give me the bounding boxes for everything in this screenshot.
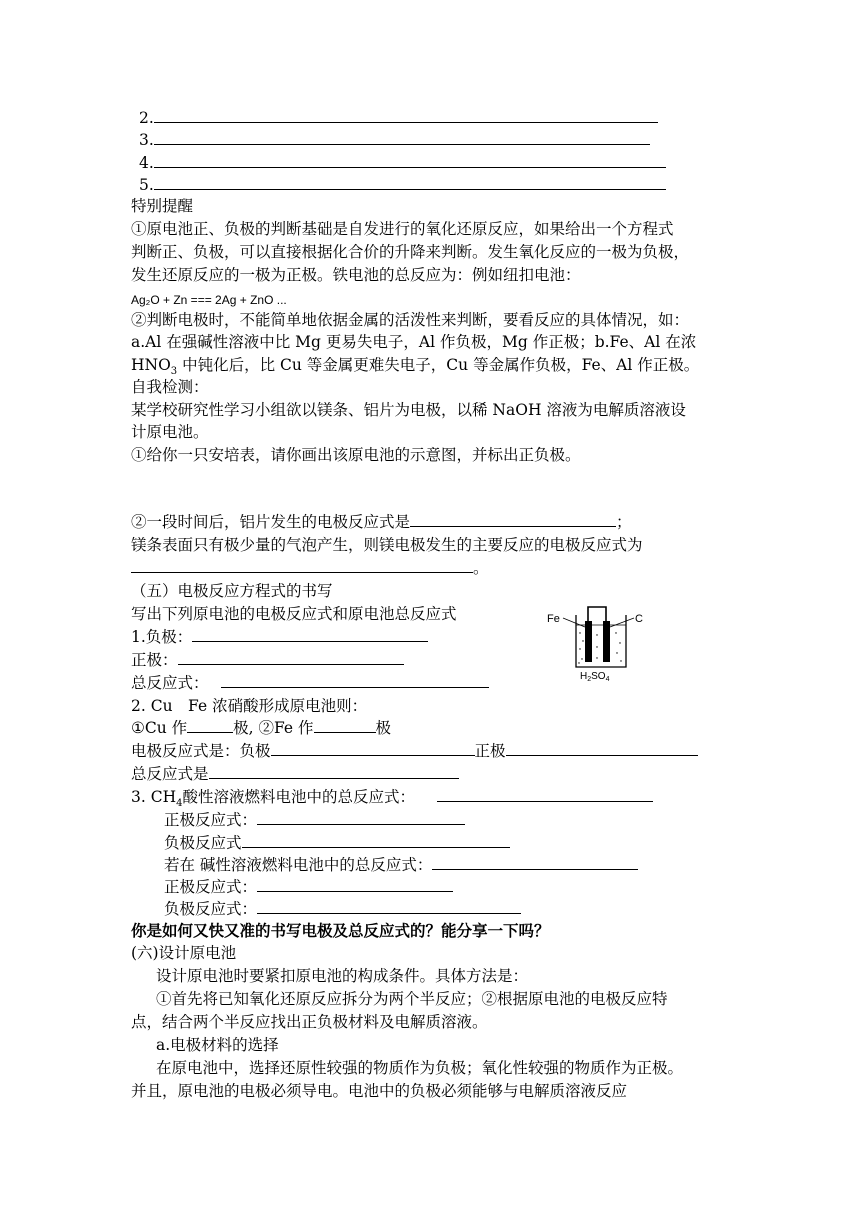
item2-total bbox=[131, 763, 459, 785]
answer-underline bbox=[432, 854, 638, 870]
answer-underline bbox=[410, 511, 616, 527]
text-run: 若在 碱性溶液燃料电池中的总反应式： bbox=[164, 856, 433, 874]
formula-ch4: 3. CH bbox=[131, 788, 177, 806]
blank-number: 5. bbox=[139, 176, 154, 194]
text-run: ②一段时间后，铝片发生的电极反应式是 bbox=[131, 513, 411, 531]
blank-line-5 bbox=[139, 174, 666, 196]
answer-underline bbox=[221, 672, 489, 688]
discussion-question: 你是如何又快又准的书写电极及总反应式的？能分享一下吗？ bbox=[131, 921, 550, 940]
answer-underline bbox=[192, 626, 428, 642]
item3-positive bbox=[164, 809, 465, 831]
answer-underline bbox=[131, 557, 473, 573]
carbon-electrode bbox=[603, 621, 610, 662]
text-run: ； bbox=[616, 513, 632, 531]
c-label-leader bbox=[610, 618, 634, 627]
answer-underline bbox=[154, 129, 650, 145]
section-6-paragraph-2-line-1: ①首先将已知氧化还原反应拆分为两个半反应；②根据原电池的电极反应特 bbox=[156, 990, 668, 1008]
electrolyte-label: $H_2SO_4$ bbox=[580, 671, 610, 681]
text-run: 电极反应式是：负极 bbox=[131, 742, 271, 760]
text-run: 正极反应式： bbox=[164, 878, 258, 896]
item3-alkaline-total bbox=[164, 854, 638, 876]
text-run: 中钝化后，比 Cu 等金属更难失电子，Cu 等金属作负极，Fe、Al 作正极。 bbox=[177, 356, 700, 374]
text-run: 负极反应式 bbox=[164, 834, 242, 852]
galvanic-cell-diagram bbox=[540, 603, 652, 681]
answer-underline bbox=[178, 649, 404, 665]
answer-underline bbox=[314, 717, 376, 733]
tips-paragraph-1-line-2: 判断正、负极，可以直接根据化合价的升降来判断。发生氧化反应的一极为负极， bbox=[131, 243, 690, 261]
blank-line-2 bbox=[139, 107, 658, 129]
selfcheck-item-1: ①给你一只安培表，请你画出该原电池的示意图，并标出正负极。 bbox=[131, 446, 581, 464]
text-run: 正极 bbox=[474, 742, 506, 760]
text-run: 正极： bbox=[131, 651, 178, 669]
text-run: 总反应式： bbox=[131, 674, 209, 692]
tips-paragraph-2-line-1: ②判断电极时，不能简单地依据金属的活泼性来判断，要看反应的具体情况，如： bbox=[131, 311, 690, 329]
text-run: 总反应式是 bbox=[131, 765, 209, 783]
answer-underline bbox=[154, 152, 666, 168]
section-5-intro: 写出下列原电池的电极反应式和原电池总反应式 bbox=[131, 605, 457, 623]
text-run: 负极反应式： bbox=[164, 900, 258, 918]
answer-underline bbox=[257, 876, 453, 892]
answer-underline bbox=[437, 786, 653, 802]
item3-alkaline-positive bbox=[164, 876, 453, 898]
subscript: 3 bbox=[170, 366, 178, 378]
answer-underline bbox=[154, 174, 666, 190]
section-6-paragraph-3-line-2: 并且，原电池的电极必须导电。电池中的负极必须能够与电解质溶液反应 bbox=[131, 1082, 628, 1100]
answer-underline bbox=[257, 809, 465, 825]
text-run: 。 bbox=[473, 559, 489, 577]
item1-total bbox=[131, 672, 489, 694]
wire bbox=[588, 607, 606, 623]
answer-underline bbox=[271, 740, 475, 756]
selfcheck-question-line-1: 某学校研究性学习小组欲以镁条、铝片为电极，以稀 NaOH 溶液为电解质溶液设 bbox=[131, 401, 686, 419]
item3-alkaline-negative bbox=[164, 898, 521, 920]
selfcheck-item-2 bbox=[131, 511, 632, 533]
reaction-equation: Ag₂O + Zn === 2Ag + ZnO ... bbox=[131, 293, 287, 307]
text-run: 1.负极： bbox=[131, 628, 193, 646]
section-6-paragraph-2-line-2: 点，结合两个半反应找出正负极材料及电解质溶液。 bbox=[131, 1013, 488, 1031]
blank-line-4 bbox=[139, 152, 666, 174]
tips-paragraph-1-line-1: ①原电池正、负极的判断基础是自发进行的氧化还原反应，如果给出一个方程式 bbox=[131, 220, 674, 238]
item2-roles bbox=[131, 717, 391, 739]
text-run: ①Cu 作 bbox=[131, 719, 188, 737]
item2-title: 2. Cu Fe 浓硝酸形成原电池则： bbox=[131, 697, 368, 715]
selfcheck-item-3: 镁条表面只有极少量的气泡产生，则镁电极发生的主要反应的电极反应式为 bbox=[131, 536, 643, 554]
item1-negative bbox=[131, 626, 428, 648]
tips-paragraph-2-line-2: a.Al 在强碱性溶液中比 Mg 更易失电子，Al 作负极，Mg 作正极；b.Fe、Al 在浓 bbox=[131, 333, 697, 351]
fe-label-leader bbox=[563, 618, 585, 627]
fe-label: Fe bbox=[547, 613, 560, 625]
c-label: C bbox=[635, 613, 643, 625]
section-6-paragraph-3-line-1: 在原电池中，选择还原性较强的物质作为负极；氧化性较强的物质作为正极。 bbox=[156, 1059, 684, 1077]
item3-negative bbox=[164, 832, 510, 854]
answer-underline bbox=[187, 717, 233, 733]
section-6-title: (六)设计原电池 bbox=[131, 944, 237, 962]
item1-positive bbox=[131, 649, 404, 671]
selfcheck-question-line-2: 计原电池。 bbox=[131, 423, 209, 441]
text-run: 酸性溶液燃料电池中的总反应式： bbox=[182, 788, 415, 806]
answer-underline bbox=[242, 832, 510, 848]
blank-number: 2. bbox=[139, 109, 154, 127]
text-run: 极, ②Fe 作 bbox=[233, 719, 314, 737]
selfcheck-item-3-answer bbox=[131, 557, 489, 579]
section-6-paragraph-1: 设计原电池时要紧扣原电池的构成条件。具体方法是： bbox=[156, 967, 529, 985]
blank-line-3 bbox=[139, 129, 650, 151]
section-5-title: （五）电极反应方程式的书写 bbox=[131, 582, 333, 600]
item2-electrode-equations bbox=[131, 740, 698, 762]
answer-underline bbox=[506, 740, 698, 756]
subscript: 4 bbox=[176, 798, 183, 810]
answer-underline bbox=[257, 898, 521, 914]
electrode-selection-heading: a.电极材料的选择 bbox=[156, 1036, 279, 1054]
blank-number: 4. bbox=[139, 154, 154, 172]
formula-hno3: HNO bbox=[131, 356, 171, 374]
answer-underline bbox=[209, 763, 459, 779]
tips-paragraph-2-line-3 bbox=[131, 354, 699, 383]
answer-underline bbox=[154, 107, 658, 123]
text-run: 正极反应式： bbox=[164, 811, 258, 829]
fe-electrode bbox=[585, 621, 592, 662]
selfcheck-title: 自我检测： bbox=[131, 378, 209, 396]
solution bbox=[578, 632, 621, 663]
tips-title: 特别提醒 bbox=[131, 197, 194, 215]
blank-number: 3. bbox=[139, 131, 154, 149]
text-run: 极 bbox=[375, 719, 392, 737]
tips-paragraph-1-line-3: 发生还原反应的一极为正极。铁电池的总反应为：例如纽扣电池： bbox=[131, 266, 581, 284]
